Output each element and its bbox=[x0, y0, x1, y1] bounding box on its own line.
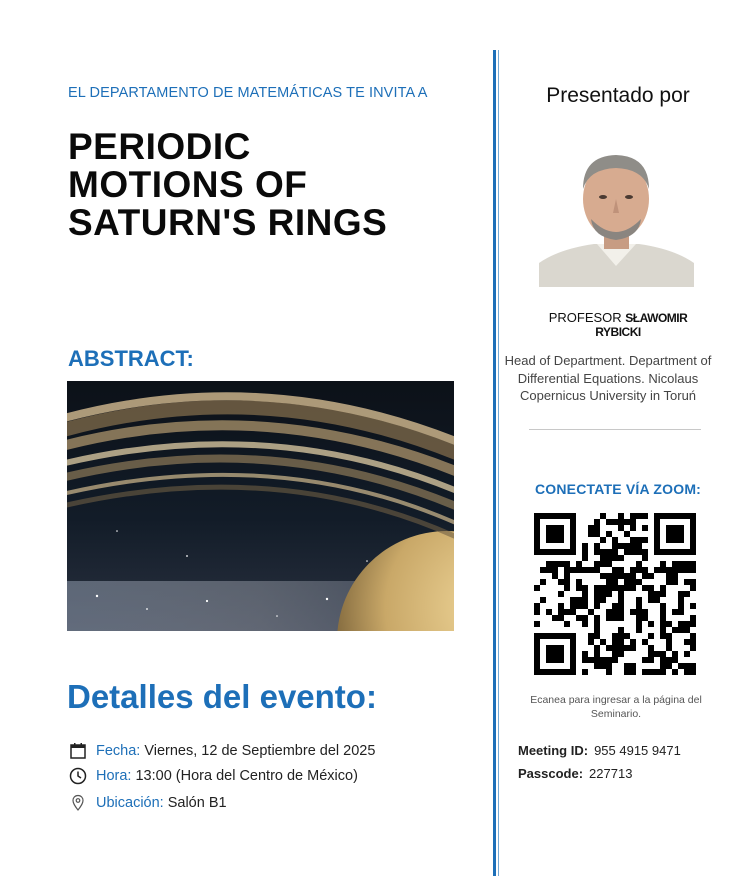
location-value: Salón B1 bbox=[167, 795, 227, 811]
scan-instructions: Ecanea para ingresar a la página del Seminario. bbox=[530, 694, 702, 720]
meeting-id-row bbox=[518, 743, 681, 758]
passcode-label: Passcode: bbox=[518, 766, 584, 781]
time-value: 13:00 (Hora del Centro de México) bbox=[135, 768, 358, 784]
saturn-rings-photo bbox=[67, 381, 454, 631]
speaker-name bbox=[500, 311, 736, 339]
date-label: Fecha: bbox=[96, 743, 141, 759]
passcode-value: 227713 bbox=[589, 766, 633, 781]
department-kicker: EL DEPARTAMENTO DE MATEMÁTICAS TE INVITA A bbox=[68, 85, 428, 101]
meeting-id-value: 955 4915 9471 bbox=[594, 743, 681, 758]
time-label: Hora: bbox=[96, 768, 132, 784]
event-title-line-2: MOTIONS OF bbox=[68, 164, 308, 205]
speaker-portrait bbox=[539, 141, 694, 287]
event-time-row bbox=[69, 767, 358, 785]
event-title-line-1: PERIODIC bbox=[68, 126, 251, 167]
calendar-icon bbox=[69, 742, 87, 760]
clock-icon bbox=[69, 767, 87, 785]
presented-by-heading: Presentado por bbox=[546, 84, 690, 107]
speaker-last-name: RYBICKI bbox=[595, 325, 641, 339]
section-separator bbox=[529, 429, 701, 430]
location-pin-icon bbox=[69, 794, 87, 812]
event-title bbox=[68, 128, 387, 242]
event-title-line-3: SATURN'S RINGS bbox=[68, 202, 388, 243]
location-label: Ubicación: bbox=[96, 795, 164, 811]
speaker-title: PROFESOR bbox=[548, 310, 622, 325]
zoom-heading: CONECTATE VÍA ZOOM: bbox=[534, 481, 702, 497]
abstract-heading: ABSTRACT: bbox=[68, 346, 194, 371]
event-location-row bbox=[69, 794, 227, 812]
speaker-affiliation: Head of Department. Department of Differential Equations. Nicolaus Copernicus University in Toruń bbox=[504, 353, 712, 403]
event-date-row bbox=[69, 742, 375, 760]
meeting-id-label: Meeting ID: bbox=[518, 743, 589, 758]
date-value: Viernes, 12 de Septiembre del 2025 bbox=[144, 743, 376, 759]
event-details-heading: Detalles del evento: bbox=[67, 678, 377, 715]
passcode-row bbox=[518, 766, 632, 781]
column-divider bbox=[493, 50, 496, 876]
column-divider-thin bbox=[498, 50, 499, 876]
zoom-qr-code[interactable] bbox=[534, 513, 696, 675]
speaker-first-name: SŁAWOMIR bbox=[625, 311, 688, 325]
